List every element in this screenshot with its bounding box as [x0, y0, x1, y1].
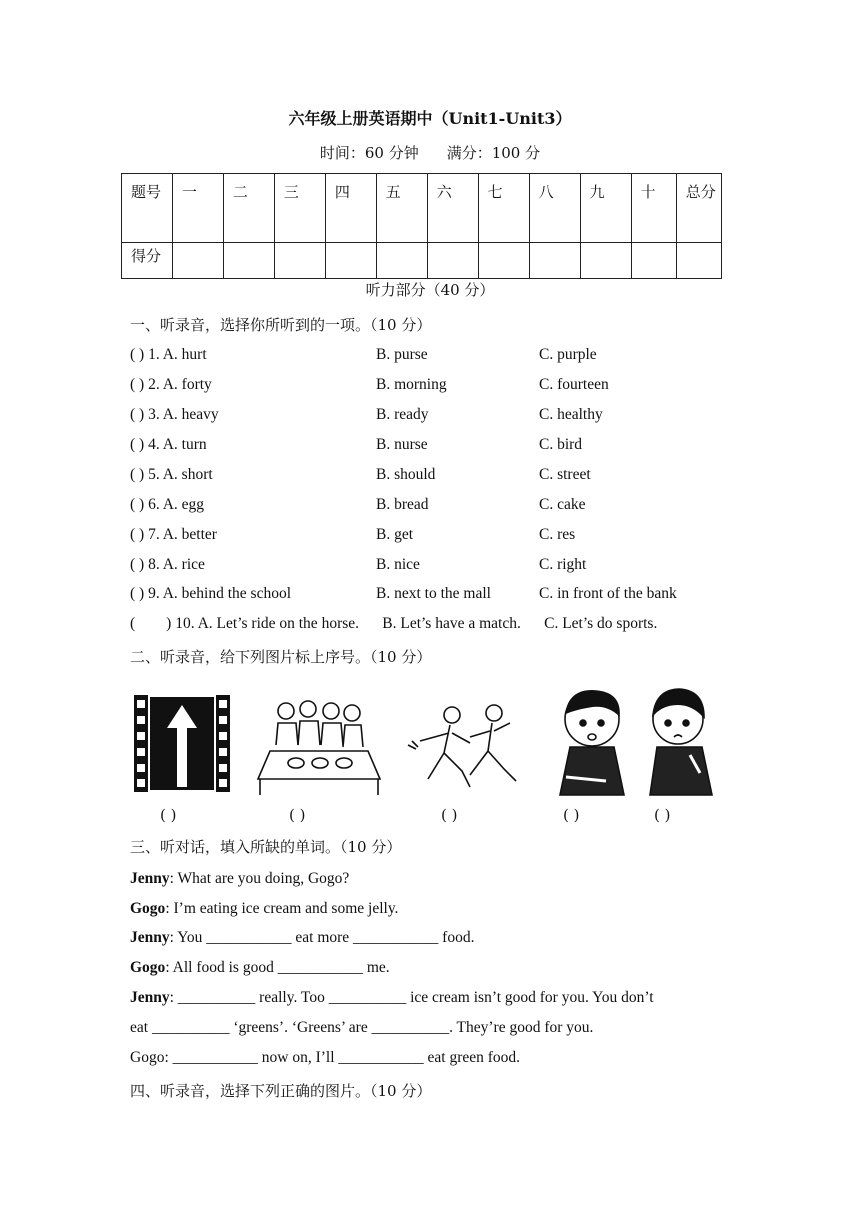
header-cell: 三 [274, 174, 325, 243]
dialogue-line: Jenny: __________ really. Too __________ ice cream isn’t good for you. You don’t [130, 989, 654, 1006]
section2-pictures [0, 683, 860, 798]
score-cell[interactable] [529, 243, 580, 279]
score-table-header-row [122, 174, 722, 243]
question-stem: ( ) 3. A. heavy [130, 406, 219, 423]
option-b: B. bread [376, 496, 429, 513]
header-cell: 十 [631, 174, 676, 243]
option-b: B. morning [376, 376, 447, 393]
question-stem: ( ) 5. A. short [130, 466, 213, 483]
header-cell: 九 [580, 174, 631, 243]
score-cell[interactable] [631, 243, 676, 279]
header-cell: 八 [529, 174, 580, 243]
score-cell[interactable] [676, 243, 721, 279]
option-b: B. purse [376, 346, 428, 363]
boy-stomachache-icon [560, 691, 624, 795]
score-cell[interactable] [325, 243, 376, 279]
speaker: Jenny [130, 929, 170, 946]
answer-blank[interactable]: ( ) [160, 806, 177, 824]
answer-blank[interactable]: ( ) [289, 806, 306, 824]
option-c: C. street [539, 466, 591, 483]
dialogue-line: eat __________ ‘greens’. ‘Greens’ are __________. They’re good for you. [130, 1019, 594, 1036]
option-b: B. ready [376, 406, 429, 423]
option-b: B. should [376, 466, 436, 483]
question-stem: ( ) 9. A. behind the school [130, 585, 292, 602]
dialogue-line: Gogo: I’m eating ice cream and some jelly. [130, 900, 399, 917]
question-stem: ( ) 7. A. better [130, 526, 217, 543]
page-title: 六年级上册英语期中（Unit1-Unit3） [288, 109, 572, 128]
header-cell: 二 [223, 174, 274, 243]
question-stem: ( ) 1. A. hurt [130, 346, 207, 363]
score-cell[interactable] [427, 243, 478, 279]
score-cell[interactable] [376, 243, 427, 279]
dialogue-line: Jenny: You ___________ eat more ___________ food. [130, 929, 475, 946]
up-arrow-sign-icon [134, 695, 230, 792]
option-c: C. cake [539, 496, 586, 513]
listening-header: 听力部分（40 分） [365, 281, 495, 299]
running-boys-icon [408, 705, 516, 787]
header-cell: 六 [427, 174, 478, 243]
question-stem: ( ) 6. A. egg [130, 496, 205, 513]
option-c: C. fourteen [539, 376, 609, 393]
dialogue-line: Gogo: All food is good ___________ me. [130, 959, 390, 976]
option-b: B. nurse [376, 436, 428, 453]
score-cell[interactable] [580, 243, 631, 279]
girl-stomachache-icon [650, 689, 712, 795]
option-c: C. in front of the bank [539, 585, 677, 602]
question-stem: ( ) 2. A. forty [130, 376, 212, 393]
score-table [121, 173, 722, 279]
score-cell[interactable] [172, 243, 223, 279]
dialogue-line: Gogo: ___________ now on, I’ll ___________ eat green food. [130, 1049, 521, 1066]
option-b: B. get [376, 526, 414, 543]
header-cell: 五 [376, 174, 427, 243]
question-stem: ( ) 10. A. Let’s ride on the horse. B. Let’s have a match. C. Let’s do sports. [130, 615, 658, 632]
option-c: C. healthy [539, 406, 603, 423]
option-c: C. bird [539, 436, 583, 453]
header-cell: 一 [172, 174, 223, 243]
score-cell[interactable] [274, 243, 325, 279]
section3-heading: 三、听对话，填入所缺的单词。（10 分） [130, 838, 402, 856]
header-cell: 四 [325, 174, 376, 243]
answer-blank[interactable]: ( ) [654, 806, 671, 824]
speaker: Gogo [130, 900, 166, 917]
section1-heading: 一、听录音，选择你所听到的一项。（10 分） [130, 316, 432, 334]
score-cell[interactable] [478, 243, 529, 279]
option-b: B. nice [376, 556, 420, 573]
section4-heading: 四、听录音，选择下列正确的图片。（10 分） [130, 1082, 432, 1100]
option-c: C. right [539, 556, 587, 573]
option-c: C. res [539, 526, 576, 543]
dialogue-line: Jenny: What are you doing, Gogo? [130, 870, 350, 887]
speaker: Jenny [130, 989, 170, 1006]
score-cell[interactable] [223, 243, 274, 279]
speaker: Jenny [130, 870, 170, 887]
header-cell: 题号 [122, 174, 173, 243]
row-label-score: 得分 [122, 243, 173, 279]
option-c: C. purple [539, 346, 597, 363]
header-cell-total: 总分 [676, 174, 721, 243]
section2-heading: 二、听录音，给下列图片标上序号。（10 分） [130, 648, 432, 666]
answer-blank[interactable]: ( ) [441, 806, 458, 824]
question-stem: ( ) 4. A. turn [130, 436, 207, 453]
time-label: 时间：60 分钟 [319, 144, 419, 162]
exam-info [0, 142, 860, 163]
answer-blank[interactable]: ( ) [563, 806, 580, 824]
score-table-score-row [122, 243, 722, 279]
speaker: Gogo [130, 959, 166, 976]
question-stem: ( ) 8. A. rice [130, 556, 205, 573]
option-b: B. next to the mall [376, 585, 491, 602]
score-label: 满分：100 分 [446, 144, 541, 162]
people-at-table-icon [258, 701, 380, 795]
header-cell: 七 [478, 174, 529, 243]
